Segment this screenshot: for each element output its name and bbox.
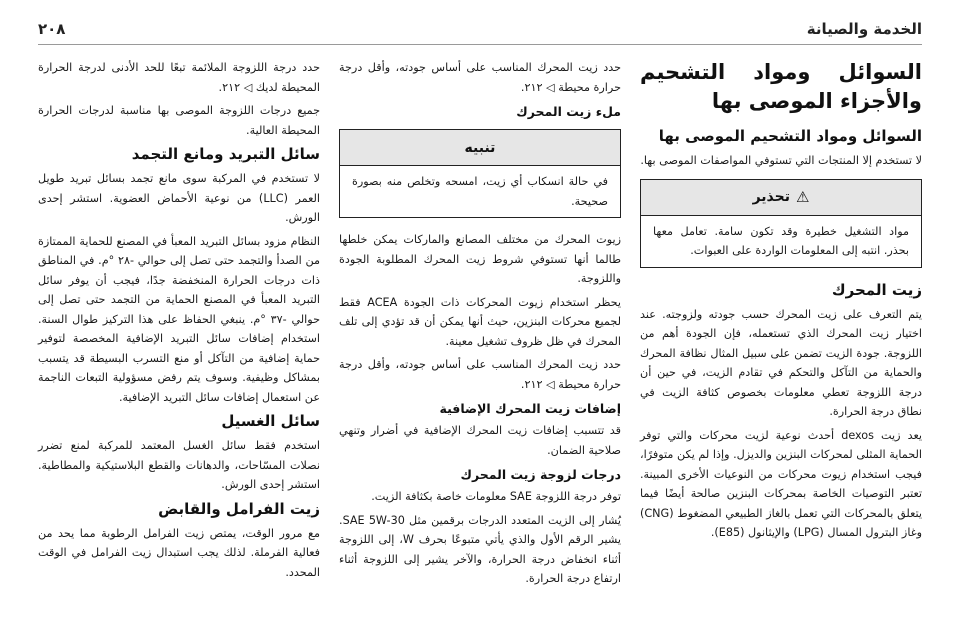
notice-text: في حالة انسكاب أي زيت، امسحه وتخلص منه بصورة صحيحة.: [352, 175, 608, 208]
warning-box-body: [641, 216, 921, 267]
brake-fluid-paragraph: مع مرور الوقت، يمتص زيت الفرامل الرطوبة مما يحد من فعالية الفرملة. لذلك يجب استبدال زيت الفرامل في الوقت المحدد.: [38, 526, 320, 579]
coolant-paragraph-2: النظام مزود بسائل التبريد المعبأ في المصنع للحماية الممتازة من الصدأ والتجمد حتى تصل إلى حوالي -٢٨ °م. في المناطق ذات درجات الحرارة المنخفضة جدًا، فيجب أن يوفر سائل التبريد المعبأ في المصنع الحماية من التجمد حتى تصل إلى حوالي -٣٧ °م. ينبغي الحفاظ على هذا التركيز طوال السنة. استخدام إضافات سائل التبريد الإضافية المخصصة لتوفير حماية إضافية من التآكل أو منع التسرب البسيطة قد يتسبب بمشاكل وظيفية. وسوف يتم رفض مسؤولية التبعات الناجمة عن استعمال إضافات سائل التبريد الإضافية.: [38, 234, 320, 404]
column-left: [38, 58, 320, 586]
oil-selection-paragraph-2: حدد زيت المحرك المناسب على أساس جودته، وأقل درجة حرارة محيطة ◁ ٢١٢.: [339, 358, 621, 391]
oil-selection-paragraph: حدد زيت المحرك المناسب على أساس جودته، وأقل درجة حرارة محيطة ◁ ٢١٢.: [339, 61, 621, 94]
section-title-brake-fluid: زيت الفرامل والقابض: [158, 499, 320, 518]
oil-additives-paragraph: قد تتسبب إضافات زيت المحرك الإضافية في أضرار وتنهي صلاحية الضمان.: [339, 424, 621, 457]
coolant-paragraph-1: لا تستخدم في المركبة سوى مانع تجمد بسائل تبريد طويل العمر (LLC) من نوعية الأحماض العضوية. استشر إحدى الورش.: [38, 172, 321, 224]
engine-oil-paragraph-1: يتم التعرف على زيت المحرك حسب جودته ولزوجته. عند اختيار زيت المحرك الذي تستعمله، فإن الجودة أهم من اللزوجة. جودة الزيت تضمن على سبيل المثال نظافة المحرك والحماية من التآكل والتحكم في تقادم الزيت، في حين أن درجة اللزوجة تعطي معلومات بخصوص كثافة الزيت في نطاق درجة الحرارة.: [640, 307, 922, 418]
oil-mixing-paragraph: زيوت المحرك من مختلف المصانع والماركات يمكن خلطها طالما أنها تستوفي شروط زيت المحرك المطلوبة الجودة واللزوجة.: [339, 233, 621, 285]
warning-box-header: [641, 180, 921, 216]
warning-text: مواد التشغيل خطيرة وقد تكون سامة. تعامل معها بحذر. انتبه إلى المعلومات الواردة على العبوات.: [653, 224, 909, 257]
warning-box: [640, 179, 922, 268]
notice-box-body: [340, 166, 620, 217]
viscosity-paragraph-1: توفر درجة اللزوجة SAE معلومات خاصة بكثافة الزيت.: [371, 490, 621, 503]
subtitle-oil-additives: إضافات زيت المحرك الإضافية: [439, 401, 621, 416]
notice-box-header: [340, 130, 620, 166]
section-title-coolant: سائل التبريد ومانع التجمد: [131, 145, 320, 163]
running-header-title: الخدمة والصيانة: [806, 20, 922, 38]
page-number: ٢٠٨: [38, 20, 66, 38]
section-title-washer-fluid: سائل الغسيل: [221, 412, 320, 430]
viscosity-paragraph-2: يُشار إلى الزيت المتعدد الدرجات برقمين مثل SAE 5W-30. يشير الرقم الأول والذي يأتي متبوعًا بحرف W، إلى اللزوجة أثناء انخفاض درجة الحرارة، والآخر يشير إلى اللزوجة أثناء ارتفاع درجة الحرارة.: [339, 513, 621, 585]
viscosity-selection-paragraph: حدد درجة اللزوجة الملائمة تبعًا للحد الأدنى لدرجة الحرارة المحيطة لديك ◁ ٢١٢.: [38, 61, 320, 94]
acea-paragraph: يحظر استخدام زيوت المحركات ذات الجودة ACEA فقط لجميع محركات البنزين، حيث أنها يمكن أن قد تؤدي إلى تلف المحرك في ظل ظروف تشغيل معينة.: [339, 295, 621, 348]
warning-triangle-icon: ⚠: [795, 187, 810, 206]
column-right: [640, 58, 922, 547]
column-middle: [339, 58, 621, 593]
engine-oil-paragraph-2: يعد زيت dexos أحدث نوعية لزيت محركات والتي توفر الحماية المثلى لمحركات البنزين والديزل. وإذا لم يكن متوفرًا، فيجب استخدام زيوت محركات من النوعيات الأخرى المبينة. تعتبر التوصيات الخاصة بمحركات البنزين صالحة أيضًا فيما يتعلق بالمحركات التي تعمل بالغاز الطبيعي المضغوط (CNG) وغاز البترول المسال (LPG) والإيثانول (E85).: [640, 428, 923, 539]
header-divider: [38, 44, 922, 45]
running-header: [38, 20, 922, 46]
subtitle-viscosity: درجات لزوجة زيت المحرك: [460, 467, 621, 482]
warning-title: تحذير: [752, 189, 790, 205]
washer-fluid-paragraph: استخدم فقط سائل الغسل المعتمد للمركبة لمنع تضرر نصلات المسّاحات، والدهانات والقطع البلاستيكية والمطاطية. استشر إحدى الورش.: [38, 439, 320, 491]
subtitle-fill-oil: ملء زيت المحرك: [516, 104, 621, 119]
notice-box: [339, 129, 621, 218]
chapter-title: السوائل ومواد التشحيم والأجزاء الموصى بها: [640, 60, 922, 113]
intro-paragraph: لا تستخدم إلا المنتجات التي تستوفي المواصفات الموصى بها.: [640, 154, 922, 167]
viscosity-high-temp-paragraph: جميع درجات اللزوجة الموصى بها مناسبة لدرجات الحرارة المحيطة العالية.: [38, 104, 320, 137]
section-title-fluids: السوائل ومواد التشحيم الموصى بها: [658, 127, 922, 145]
notice-title: تنبيه: [464, 139, 496, 156]
section-title-engine-oil: زيت المحرك: [831, 280, 922, 299]
